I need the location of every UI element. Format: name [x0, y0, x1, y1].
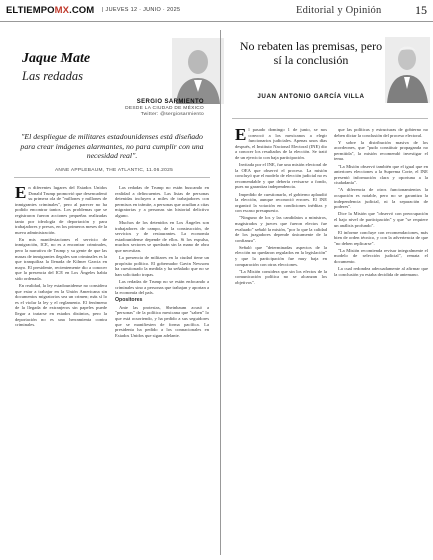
brand-prefix: ELTIEMPO — [6, 5, 55, 16]
article-title: No rebaten las premisas, pero sí la conclusión — [239, 39, 383, 67]
divider — [14, 177, 210, 178]
paragraph: "La Misión recomienda revisar integralmente el modelo de selección judicial", remata el documento. — [334, 247, 428, 265]
author-name: JUAN ANTONIO GARCÍA VILLA — [257, 93, 365, 100]
author-byline — [125, 99, 204, 117]
paragraph: Las redadas de Trump no se están enfocando a criminales sino a personas que trabajan y aportan a la economía del país. — [115, 279, 209, 296]
author-city: DESDE LA CIUDAD DE MÉXICO — [125, 106, 204, 111]
brand-domain: .COM — [69, 5, 95, 16]
brand-suffix: MX — [54, 5, 70, 16]
paragraph: La presencia de militares en la ciudad tiene un propósito político. El gobernador Gavin Newsom ha cuestionado la medida y ha señalado que no se han solicitado tropas. — [115, 255, 209, 277]
paragraph: "A diferencia de otros funcionamientos la ocupación es notable, pero no se garantiza la independencia judicial, ni la separación de poderes". — [334, 187, 428, 210]
divider — [232, 118, 428, 119]
paragraph: El informe concluye con recomendaciones, más bien de orden técnico, y con la advertencia de que "no deben replicarse". — [334, 229, 428, 246]
author-photo — [385, 37, 430, 103]
masthead-logo[interactable] — [6, 5, 94, 16]
author-photo — [172, 38, 224, 104]
author-name: SERGIO SARMIENTO — [136, 99, 204, 105]
paragraph: "La Misión observó también que el igual que en anteriores elecciones a la Suprema Corte, el INE presentó información clara y oportuna a la ciudadanía". — [334, 163, 428, 186]
paragraph: Ante las protestas, Sheinbaum acusó a "personas" de la política mexicana que "saben" lo que está ocurriendo, y ha pedido a sus seguidores que se manifiesten de forma pacífica. La presidenta ha pedido a los connacionales en Estados Unidos que sigan adelante. — [115, 304, 209, 338]
article-body-column-1 — [15, 185, 107, 557]
pull-quote-source: ANNE APPLEBAUM, THE ATLANTIC, 11.06.2025 — [54, 168, 174, 173]
dropcap: E — [235, 127, 247, 144]
section-title: Editorial y Opinión — [296, 5, 382, 16]
paragraph: l pasado domingo 1 de junio, se nos convocó a los mexicanos a elegir funcionarios judiciales. Apenas unos días después, el Instituto Nacional Electoral (INE) dio a conocer los resultados de la elección. Se trató de un ejercicio con baja participación. — [235, 127, 327, 160]
paragraph: La cual redondea adecuadamente al afirmar que la conclusión ya estaba decidida de antemano. — [334, 266, 428, 277]
page-number: 15 — [415, 3, 427, 17]
column-rule — [220, 30, 221, 555]
paragraph: Impedido de cuestionarlo, el gobierno aplaudió la elección, aunque reconoció errores. El INE organizó la votación en condiciones inéditas y con escaso presupuesto. — [235, 191, 327, 214]
column-name: Jaque Mate — [22, 51, 91, 66]
paragraph: Señaló que "determinadas aspectos de la elección no quedaron regulados en la legislación" y que la participación fue muy baja en comparación con otras elecciones. — [235, 244, 327, 267]
subheading: Opositores — [115, 296, 143, 303]
author-portrait-icon — [385, 37, 430, 103]
pull-quote: "El despliegue de militares estadounidenses está diseñado para crear imágenes alarmantes, no para cumplir con una necesidad real". — [20, 132, 204, 160]
paragraph: En realidad, la ley estadounidense no considera que estar a trabajar en la Unión Americana sin documentos migratorios sea un crimen; más sí lo es el violar la ley y el reglamento. El fenómeno de la llegada de extranjeros sin papeles puede llegar a tratarse en estados distintos, pero la deportación no es una herramienta contra criminales. — [15, 283, 107, 328]
paragraph: que las políticas y estructuras de gobierno no deben dictar la conclusión del proceso electoral. — [334, 127, 428, 138]
author-portrait-icon — [172, 38, 224, 104]
paragraph: Las redadas de Trump no están buscando en realidad a delincuentes. Las listas de personas detenidas incluyen a miles de trabajadores con permisos en trámite, a personas que acudían a citas migratorias y a personas sin historial delictivo alguno. — [115, 185, 209, 218]
article-body-column-3 — [235, 127, 327, 557]
paragraph: Muchos de los detenidos en Los Ángeles son trabajadores de campo, de la construcción, de servicios y de restaurantes. La economía estadounidense depende de ellos. Si los expulsa, muchos sectores se quedarán sin la mano de obra que necesitan. — [115, 220, 209, 254]
paragraph: Dice la Misión que "observó con preocupación el bajo nivel de participación" y que "se requiere un análisis profundo". — [334, 211, 428, 228]
paragraph: En mis manifestaciones el servicio de inmigración, ICE, no es a encontrar criminales, pero la narrativa de Trump y su gente de que las masas de inmigrantes ilegales son criminales es la que tranquiliza la llenada de Kilmer Garcia en mayo. El presidente, recientemente dio a conocer que la presencia del ICE en Los Ángeles había sido ordenada. — [15, 236, 107, 281]
article-body-column-4 — [334, 127, 428, 557]
paragraph: Y sobre la distribución masiva de los acordeones, que "pudo constituir propaganda no permitida", la misión recomendó investigar el tema. — [334, 139, 428, 162]
dropcap: E — [15, 185, 27, 202]
paragraph: "La Misión considera que sin los efectos de la comunicación política no se alcanzan los objetivos". — [235, 268, 327, 285]
article-body-column-2 — [115, 185, 209, 557]
page-header — [0, 0, 433, 22]
paragraph: n diferentes lugares del Estados Unidos Donald Trump promovió que desencadenó su primera ola de "millones y millones de inmigrantes criminales", pero al parecer no ha podido encontrar tantos. Los problemas que se registraron fueron acciones pequeñas realizadas tanto por ideología de deportación y para trabajadores y presos, en los primeros meses de la nueva administración. — [15, 185, 107, 235]
article-title: Las redadas — [22, 69, 84, 83]
paragraph: "Ninguno de los y las candidatos a ministros, magistrados y jueces que fueron electos fue evaluado" señaló la misión, "por lo que la calidad de los juzgadores depende únicamente de la confianza". — [235, 215, 327, 243]
author-twitter[interactable]: Twitter: @sergiosarmiento — [140, 112, 204, 117]
issue-date: | JUEVES 12 · JUNIO · 2025 — [102, 7, 181, 13]
paragraph: Invitada por el INE, fue una misión electoral de la OEA que observó el proceso. La misión concluyó que el modelo de elección judicial no es recomendable y que debería revisarse a fondo, pues no garantiza independencia. — [235, 162, 327, 190]
